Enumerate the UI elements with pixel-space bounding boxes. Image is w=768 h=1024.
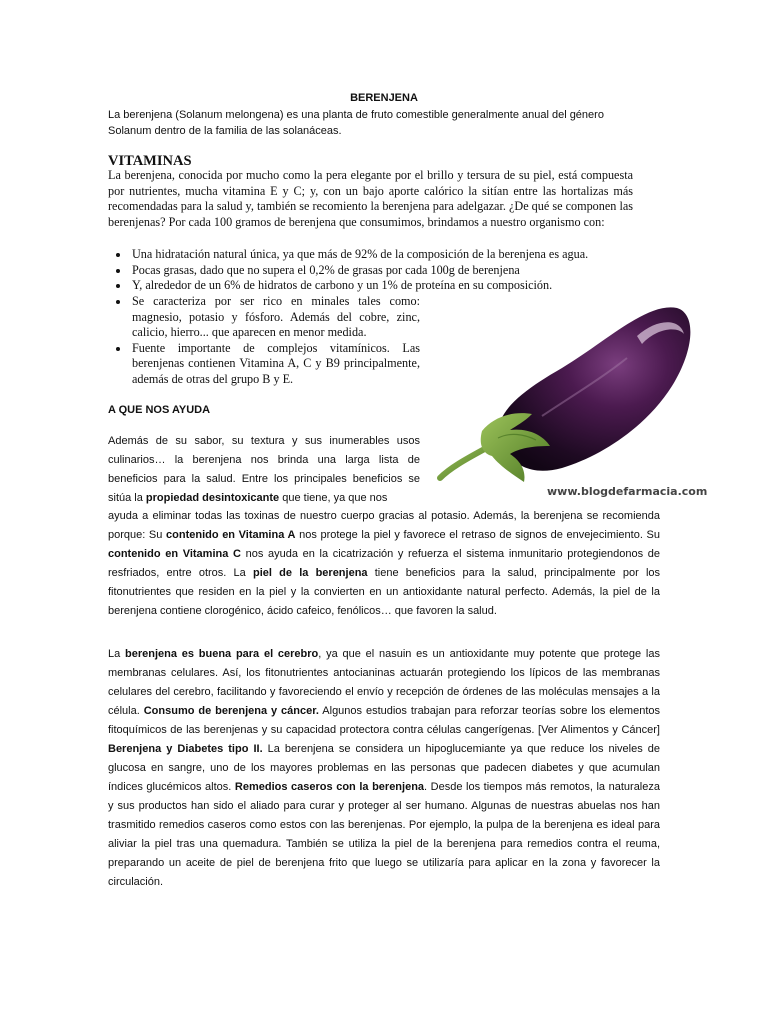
bullet-item: • Una hidratación natural única, ya que más de 92% de la composición de la berenjena es agua. [130,247,635,263]
ayuda-paragraph-wrapped [108,432,420,508]
watermark-text: www.blogdefarmacia.com [547,485,708,498]
ayuda-paragraph [108,507,660,621]
text-run: La [108,648,126,660]
bold-phrase: piel de la berenjena [253,567,368,579]
bullet-item: • Se caracteriza por ser rico en minales tales como: magnesio, potasio y fósforo. Además del cobre, zinc, calicio, hierro... que aparecen en menor medida. [130,294,420,341]
bold-phrase: Berenjena y Diabetes tipo II. [108,743,263,755]
text-run: tiene beneficios para la salud, principalmente por los fitonutrientes que residen en la piel y la convierten en un antioxidante natural perfecto. Además, la piel de la berenjena contiene clorogénico, ácido cafeico, fenólicos… que favoren la salud. [108,567,661,617]
eggplant-image [432,296,702,502]
bold-phrase: Consumo de berenjena y cáncer. [143,705,319,717]
text-run: que tiene, ya que nos [279,492,388,504]
bold-phrase: berenjena es buena para el cerebro [125,648,319,660]
bold-phrase: contenido en Vitamina C [108,548,241,560]
ayuda-heading: A QUE NOS AYUDA [108,404,211,416]
vitaminas-bullet-list [108,247,635,294]
eggplant-illustration-icon [432,296,702,502]
text-run: nos protege la piel y favorece el retraso de signos de envejecimiento. Su [295,529,660,541]
bullet-item: • Y, alrededor de un 6% de hidratos de carbono y un 1% de proteína en su composición. [130,278,635,294]
text-run: La berenjena se considera un hipoglucemiante ya que reduce los niveles de glucosa en sangre, uno de los mayores problemas en las personas que padecen diabetes y que acumulan índices glucémicos altos. [108,743,660,793]
bold-phrase: Remedios caseros con la berenjena [234,781,425,793]
vitaminas-heading: VITAMINAS [108,153,192,169]
text-run: ayuda a eliminar todas las toxinas de nuestro cuerpo gracias al potasio. Además, la berenjena se recomienda porque: Su [108,510,660,541]
text-run: , ya que el nasuin es un antioxidante muy potente que protege las membranas celulares. Así, los fitonutrientes antocianinas actuarán protegiendo los lípicos de las membranas celulares del cerebro, facilitando y favoreciendo el envío y recepción de órdenes de las moléculas mensajes a la célula. [108,648,660,717]
text-run: Algunos estudios trabajan para reforzar teorías sobre los elementos fitoquímicos de las berenjenas y su capacidad protectora contra células cangerígenas. [Ver Alimentos y Cáncer] [108,705,660,736]
benefits-paragraph [108,645,660,892]
vitaminas-paragraph: La berenjena, conocida por mucho como la pera elegante por el brillo y tersura de su piel, está compuesta por nutrientes, mucha vitamina E y C; y, con un bajo aporte calórico la sitían entre las hortalizas más recomendadas para la salud y, también se recomiento la berenjena para adelgazar. ¿De qué se componen las berenjenas? Por cada 100 gramos de berenjena que consumimos, brindamos a nuestro organismo con: [108,168,633,229]
vitaminas-bullet-list-narrow [108,294,420,387]
bold-phrase: propiedad desintoxicante [145,492,280,504]
text-run: Además de su sabor, su textura y sus inumerables usos culinarios… la berenjena nos brinda una larga lista de beneficios para la salud. Entre los principales beneficios se sitúa la [108,435,420,504]
bold-phrase: contenido en Vitamina A [166,529,296,541]
intro-paragraph: La berenjena (Solanum melongena) es una planta de fruto comestible generalmente anual del género Solanum dentro de la familia de las solanáceas. [108,109,604,137]
text-run: nos ayuda en la cicatrización y refuerza el sistema inmunitario protegiendonos de resfriados, entre otros. La [108,548,661,579]
text-run: . Desde los tiempos más remotos, la naturaleza y sus productos han sido el aliado para curar y proteger al ser humano. Algunas de nuestras abuelas nos han trasmitido remedios caseros como estos con las berenjenas. Por ejemplo, la pulpa de la berenjena es ideal para aliviar la piel tras una quemadura. También se utiliza la piel de la berenjena para remedios contra el reuma, preparando un aceite de piel de berenjena frito que luego se utilizaría para aplicar en la zona y favorecer la circulación. [108,781,660,888]
bullet-item: • Fuente importante de complejos vitamínicos. Las berenjenas contienen Vitamina A, C y B9 principalmente, además de otras del grupo B y E. [130,341,420,388]
document-title: BERENJENA [350,92,418,104]
bullet-item: • Pocas grasas, dado que no supera el 0,2% de grasas por cada 100g de berenjena [130,263,635,279]
